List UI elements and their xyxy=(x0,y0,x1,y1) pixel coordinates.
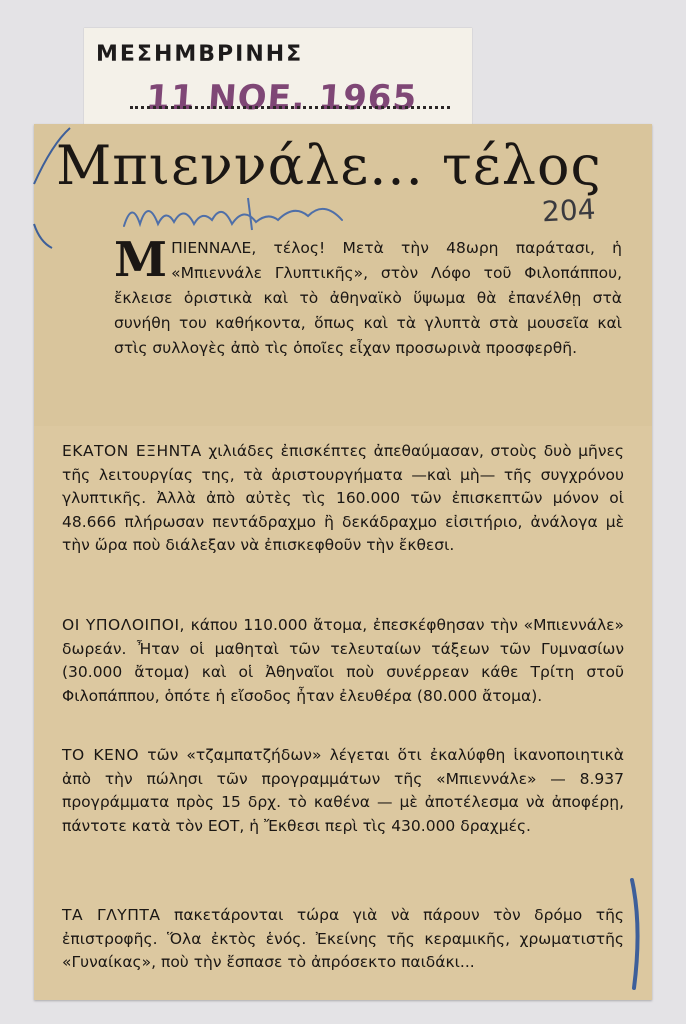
paragraph-text: κάπου 110.000 ἄτομα, ἐπεσκέφθησαν τὴν «Μπιεννάλε» δωρεάν. Ἦταν οἱ μαθηταὶ τῶν τελευταίων τάξεων τῶν Γυμνασίων (30.000 ἄτομα) καὶ οἱ Ἀθηναῖοι ποὺ συνέρρεαν κάθε Τρίτη στοῦ Φιλοπάππου, ὁπότε ἡ εἴσοδος ἦταν ἐλευθέρα (80.000 ἄτομα). xyxy=(62,616,624,705)
paragraph-text: χιλιάδες ἐπισκέπτες ἀπεθαύμασαν, στοὺς δυὸ μῆνες τῆς λειτουργίας της, τὰ ἀριστουργήματα —καὶ μὴ— τῆς συγχρόνου γλυπτικῆς. Ἀλλὰ ἀπὸ αὐτὲς τὶς 160.000 τῶν ἐπισκεπτῶν μόνον οἱ 48.666 πλήρωσαν πεντάδραχμο ἢ δεκάδραχμο εἰσιτήριο, ἀνάλογα μὲ τὴν ὥρα ποὺ διάλεξαν νὰ ἐπισκεφθοῦν τὴν ἔκθεσι. xyxy=(62,442,624,554)
newspaper-clipping xyxy=(34,124,652,1000)
newspaper-name: ΜΕΣΗΜΒΡΙΝΗΣ xyxy=(96,42,304,67)
headline: Μπιεννάλε... τέλος xyxy=(56,134,602,197)
paragraph-lead-in: ΤΑ ΓΛΥΠΤΑ xyxy=(62,906,161,924)
blue-pen-stroke-icon xyxy=(620,876,650,996)
paragraph-programs xyxy=(62,744,624,838)
paragraph-sculptures xyxy=(62,904,624,975)
paragraph-lead-in: ΕΚΑΤΟΝ ΕΞΗΝΤΑ xyxy=(62,442,202,460)
paragraph-text: πακετάρονται τώρα γιὰ νὰ πάρουν τὸν δρόμο τῆς ἐπιστροφῆς. Ὅλα ἐκτὸς ἑνός. Ἐκείνης τῆς κεραμικῆς, χρωματιστῆς «Γυναίκας», ποὺ τὴν ἔσπασε τὸ ἀπρόσεκτο παιδάκι... xyxy=(62,906,624,971)
drop-cap: Μ xyxy=(114,232,168,288)
paragraph-lead-in: ΤΟ ΚΕΝΟ xyxy=(62,746,140,764)
paragraph-free-entry xyxy=(62,614,624,708)
paragraph-lead-in: ΟΙ ΥΠΟΛΟΙΠΟΙ, xyxy=(62,616,185,634)
handwritten-number: 204 xyxy=(541,192,597,229)
newspaper-label-slip xyxy=(84,28,472,128)
paragraph-visitors xyxy=(62,440,624,558)
lead-paragraph xyxy=(114,232,622,361)
lead-text: ΠΙΕΝΝΑΛΕ, τέλος! Μετὰ τὴν 48ωρη παράτασι, ἡ «Μπιεννάλε Γλυπτικῆς», στὸν Λόφο τοῦ Φιλοπάππου, ἔκλεισε ὁριστικὰ καὶ τὸ ἀθηναϊκὸ ὕψωμα θὰ ἐπανέλθῃ στὰ συνήθη του καθήκοντα, ὅπως καὶ τὰ γλυπτὰ στὰ μουσεῖα καὶ στὶς συλλογὲς ἀπὸ τὶς ὁποῖες εἶχαν προσωρινὰ προσφερθῆ. xyxy=(114,239,622,357)
dotted-line xyxy=(130,104,450,109)
paragraph-text: τῶν «τζαμπατζήδων» λέγεται ὅτι ἐκαλύφθη ἱκανοποιητικὰ ἀπὸ τὴν πώλησι τῶν προγραμμάτων τῆς «Μπιεννάλε» — 8.937 προγράμματα πρὸς 15 δρχ. τὸ καθένα — μὲ ἀποτέλεσμα νὰ ἀποφέρῃ, πάντοτε κατὰ τὸν ΕΟΤ, ἡ Ἔκθεσι περὶ τὶς 430.000 δραχμές. xyxy=(62,746,624,835)
date-stamp: 11 ΝΟΕ. 1965 xyxy=(144,78,419,118)
